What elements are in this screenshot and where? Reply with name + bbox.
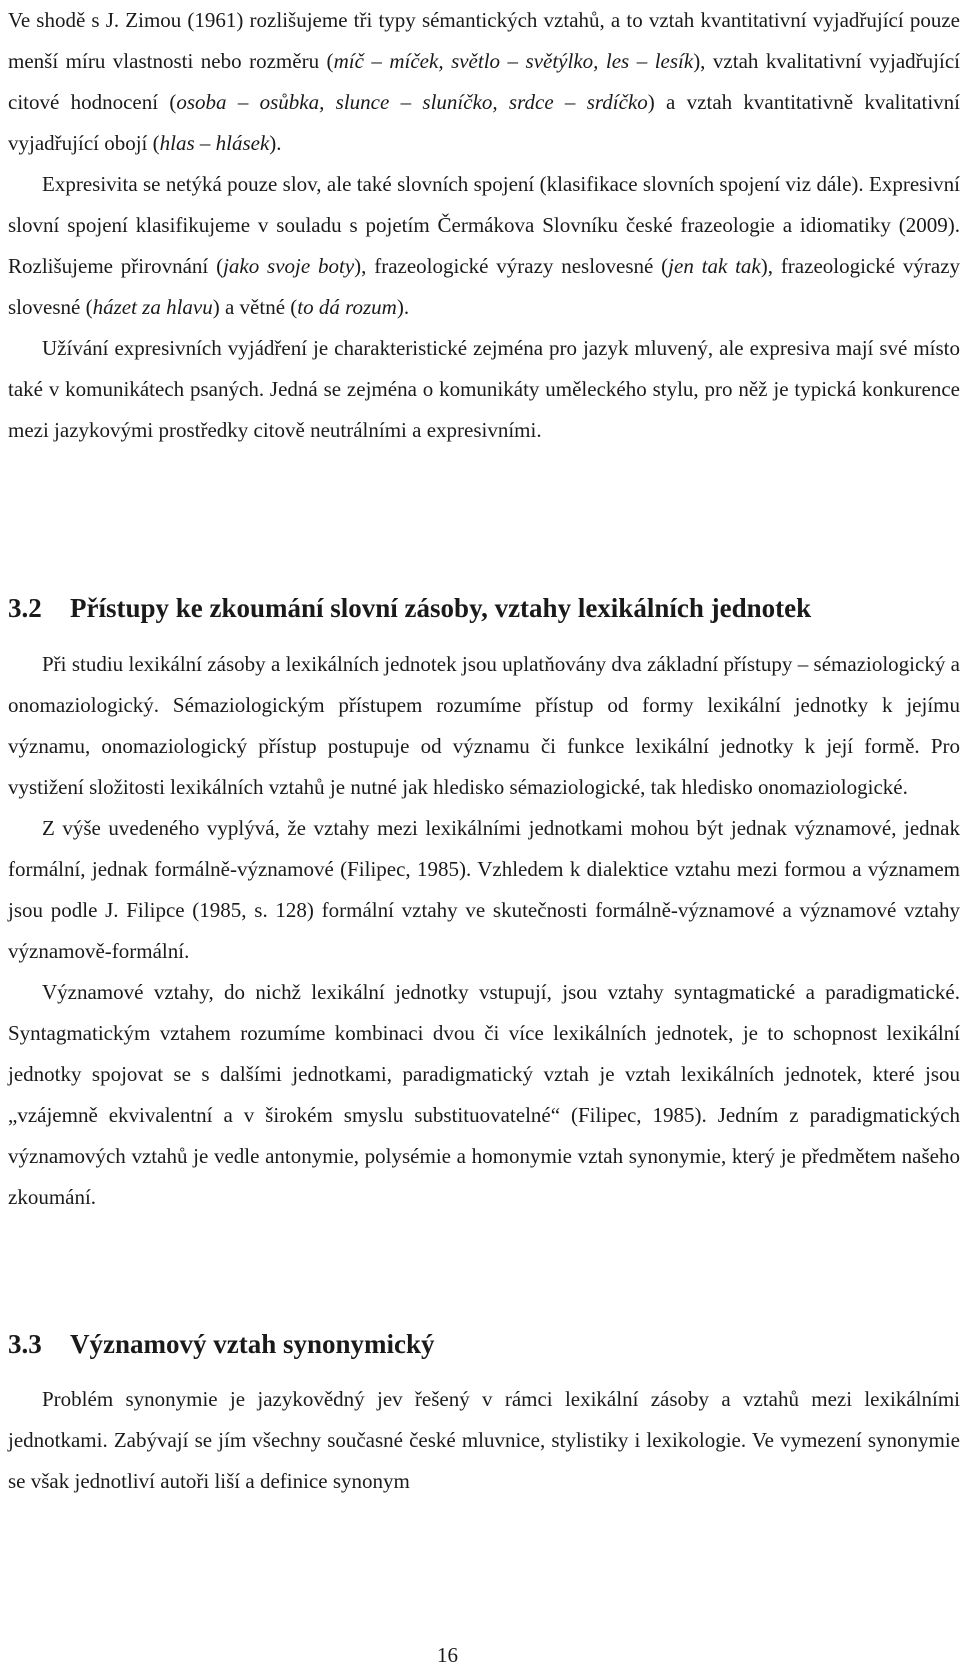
section-title: Přístupy ke zkoumání slovní zásoby, vztahy lexikálních jednotek	[70, 593, 812, 623]
text-run: ).	[396, 295, 410, 319]
section-heading-3-3	[8, 1327, 960, 1361]
paragraph-usage: Užívání expresivních vyjádření je charakteristické zejména pro jazyk mluvený, ale expresiva mají své místo také v komunikátech psaných. Jedná se zejména o komunikáty uměleckého stylu, pro něž je typická konkurence mezi jazykovými prostředky citově neutrálními a expresivními.	[8, 336, 960, 442]
text-run: ), frazeologické výrazy slovesné (	[8, 254, 960, 319]
text-block-1	[8, 0, 960, 451]
paragraph-semantic-relations-types: Významové vztahy, do nichž lexikální jednotky vstupují, jsou vztahy syntagmatické a paradigmatické. Syntagmatickým vztahem rozumíme kombinaci dvou či více lexikálních jednotek, je to schopnost lexikální jednotky spojovat se s dalšími jednotkami, paradigmatický vztah je vztah lexikálních jednotek, které jsou „vzájemně ekvivalentní a v širokém smyslu substituovatelné“ (Filipec, 1985). Jedním z paradigmatických významových vztahů je vedle antonymie, polysémie a homonymie vztah synonymie, který je předmětem našeho zkoumání.	[8, 980, 960, 1209]
example-text: hlas – hlásek	[159, 131, 270, 155]
paragraph-approaches: Při studiu lexikální zásoby a lexikálních jednotek jsou uplatňovány dva základní přístupy – sémaziologický a onomaziologický. Sémaziologickým přístupem rozumíme přístup od formy lexikální jednotky k jejímu významu, onomaziologický přístup postupuje od významu či funkce lexikální jednotky k její formě. Pro vystižení složitosti lexikálních vztahů je nutné jak hledisko sémaziologické, tak hledisko onomaziologické.	[8, 652, 960, 799]
text-run: ), frazeologické výrazy neslovesné (	[354, 254, 669, 278]
example-text: jako svoje boty	[223, 254, 355, 278]
text-block-3-2	[8, 644, 960, 1218]
example-text: jen tak tak	[668, 254, 761, 278]
paragraph-synonymy: Problém synonymie je jazykovědný jev řešený v rámci lexikální zásoby a vztahů mezi lexikálními jednotkami. Zabývají se jím všechny současné české mluvnice, stylistiky i lexikologie. Ve vymezení synonymie se však jednotliví autoři liší a definice synonym	[8, 1387, 960, 1493]
example-text: osoba – osůbka, slunce – sluníčko, srdce – srdíčko	[176, 90, 648, 114]
example-text: házet za hlavu	[92, 295, 213, 319]
text-run: ), vztah kvalitativní vyjadřující citové hodnocení (	[8, 49, 960, 114]
example-text: míč – míček, světlo – světýlko, les – lesík	[333, 49, 694, 73]
page-number: 16	[437, 1643, 458, 1667]
section-number: 3.2	[8, 593, 42, 623]
paragraph-relations: Z výše uvedeného vyplývá, že vztahy mezi lexikálními jednotkami mohou být jednak významové, jednak formální, jednak formálně-významové (Filipec, 1985). Vzhledem k dialektice vztahu mezi formou a významem jsou podle J. Filipce (1985, s. 128) formální vztahy ve skutečnosti formálně-významové a významové vztahy významově-formální.	[8, 816, 960, 963]
text-block-3-3	[8, 1379, 960, 1502]
text-run: ) a vztah kvantitativně kvalitativní vyjadřující obojí (	[8, 90, 960, 155]
section-heading-3-2	[8, 591, 960, 625]
section-title: Významový vztah synonymický	[70, 1329, 435, 1359]
section-number: 3.3	[8, 1329, 42, 1359]
text-run: Expresivita se netýká pouze slov, ale také slovních spojení (klasifikace slovních spojení viz dále). Expresivní slovní spojení klasifikujeme v souladu s pojetím Čermákova Slovníku české frazeologie a idiomatiky (2009). Rozlišujeme přirovnání (	[8, 172, 960, 278]
text-run: ).	[269, 131, 282, 155]
paragraph-expressivity	[8, 164, 960, 328]
paragraph-semantic-relations	[8, 0, 960, 164]
example-text: to dá rozum	[297, 295, 397, 319]
text-run: Ve shodě s J. Zimou (1961) rozlišujeme tři typy sémantických vztahů, a to vztah kvantitativní vyjadřující pouze menší míru vlastnosti nebo rozměru (	[8, 8, 960, 73]
text-run: ) a větné (	[212, 295, 298, 319]
